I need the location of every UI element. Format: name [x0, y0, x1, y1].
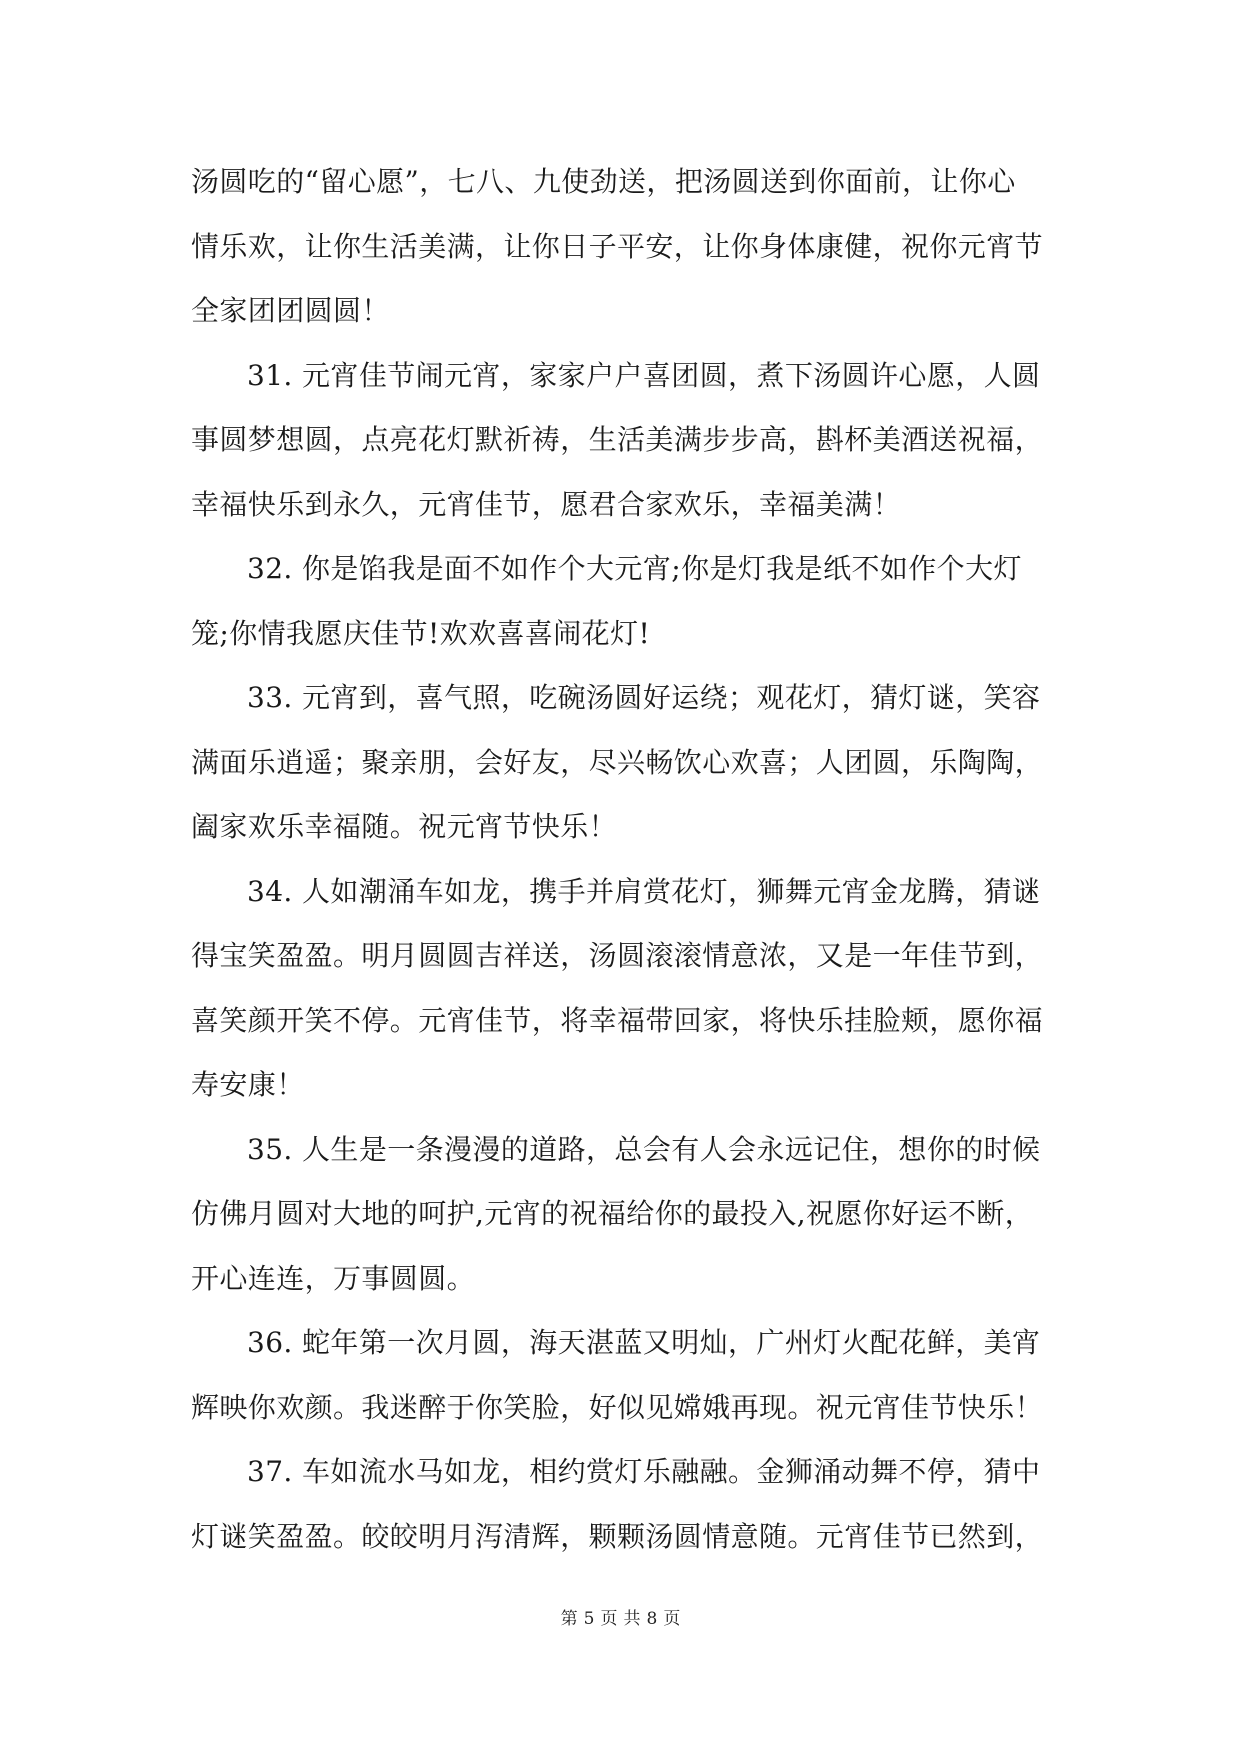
text-line: 仿佛月圆对大地的呵护,元宵的祝福给你的最投入,祝愿你好运不断， — [191, 1197, 1034, 1230]
text-line: 幸福快乐到永久，元宵佳节，愿君合家欢乐，幸福美满！ — [191, 487, 902, 521]
item-31-first-line: 31. 元宵佳节闹元宵，家家户户喜团圆，煮下汤圆许心愿，人圆 — [247, 358, 1041, 392]
text-line: 开心连连，万事圆圆。 — [191, 1261, 476, 1295]
item-34-first-line: 34. 人如潮涌车如龙，携手并肩赏花灯，狮舞元宵金龙腾，猜谜 — [247, 874, 1041, 908]
footer-page-word: 页 — [600, 1609, 618, 1629]
text-line: 灯谜笑盈盈。皎皎明月泻清辉，颗颗汤圆情意随。元宵佳节已然到， — [191, 1519, 1044, 1553]
text-line: 辉映你欢颜。我迷醉于你笑脸，好似见嫦娥再现。祝元宵佳节快乐！ — [191, 1390, 1044, 1424]
item-35-first-line: 35. 人生是一条漫漫的道路，总会有人会永远记住，想你的时候 — [247, 1132, 1041, 1166]
text-line: 事圆梦想圆，点亮花灯默祈祷，生活美满步步高，斟杯美酒送祝福， — [191, 423, 1044, 456]
footer-suffix: 页 — [663, 1609, 681, 1629]
text-line: 寿安康！ — [191, 1068, 305, 1101]
footer-prefix: 第 — [560, 1609, 578, 1629]
current-page-number: 5 — [583, 1609, 595, 1629]
item-37-first-line: 37. 车如流水马如龙，相约赏灯乐融融。金狮涌动舞不停，猜中 — [247, 1455, 1041, 1488]
text-line: 阖家欢乐幸福随。祝元宵节快乐！ — [191, 810, 618, 843]
text-line: 汤圆吃的“留心愿”，七八、九使劲送，把汤圆送到你面前，让你心 — [191, 165, 1016, 198]
page-footer — [0, 1604, 1241, 1629]
text-line: 满面乐逍遥；聚亲朋，会好友，尽兴畅饮心欢喜；人团圆，乐陶陶， — [191, 745, 1044, 779]
text-line: 得宝笑盈盈。明月圆圆吉祥送，汤圆滚滚情意浓，又是一年佳节到， — [191, 939, 1044, 972]
text-line: 全家团团圆圆！ — [191, 294, 390, 327]
body-text — [191, 150, 1061, 1569]
text-line: 笼;你情我愿庆佳节!欢欢喜喜闹花灯! — [191, 616, 651, 650]
footer-total-word: 共 — [623, 1609, 641, 1629]
item-32-first-line: 32. 你是馅我是面不如作个大元宵;你是灯我是纸不如作个大灯 — [247, 552, 1022, 585]
item-33-first-line: 33. 元宵到，喜气照，吃碗汤圆好运绕；观花灯，猜灯谜，笑容 — [247, 681, 1041, 714]
text-line: 喜笑颜开笑不停。元宵佳节，将幸福带回家，将快乐挂脸颊，愿你福 — [191, 1003, 1044, 1037]
item-36-first-line: 36. 蛇年第一次月圆，海天湛蓝又明灿，广州灯火配花鲜，美宵 — [247, 1326, 1041, 1359]
text-line: 情乐欢，让你生活美满，让你日子平安，让你身体康健，祝你元宵节 — [191, 229, 1044, 263]
total-pages-number: 8 — [646, 1609, 658, 1629]
